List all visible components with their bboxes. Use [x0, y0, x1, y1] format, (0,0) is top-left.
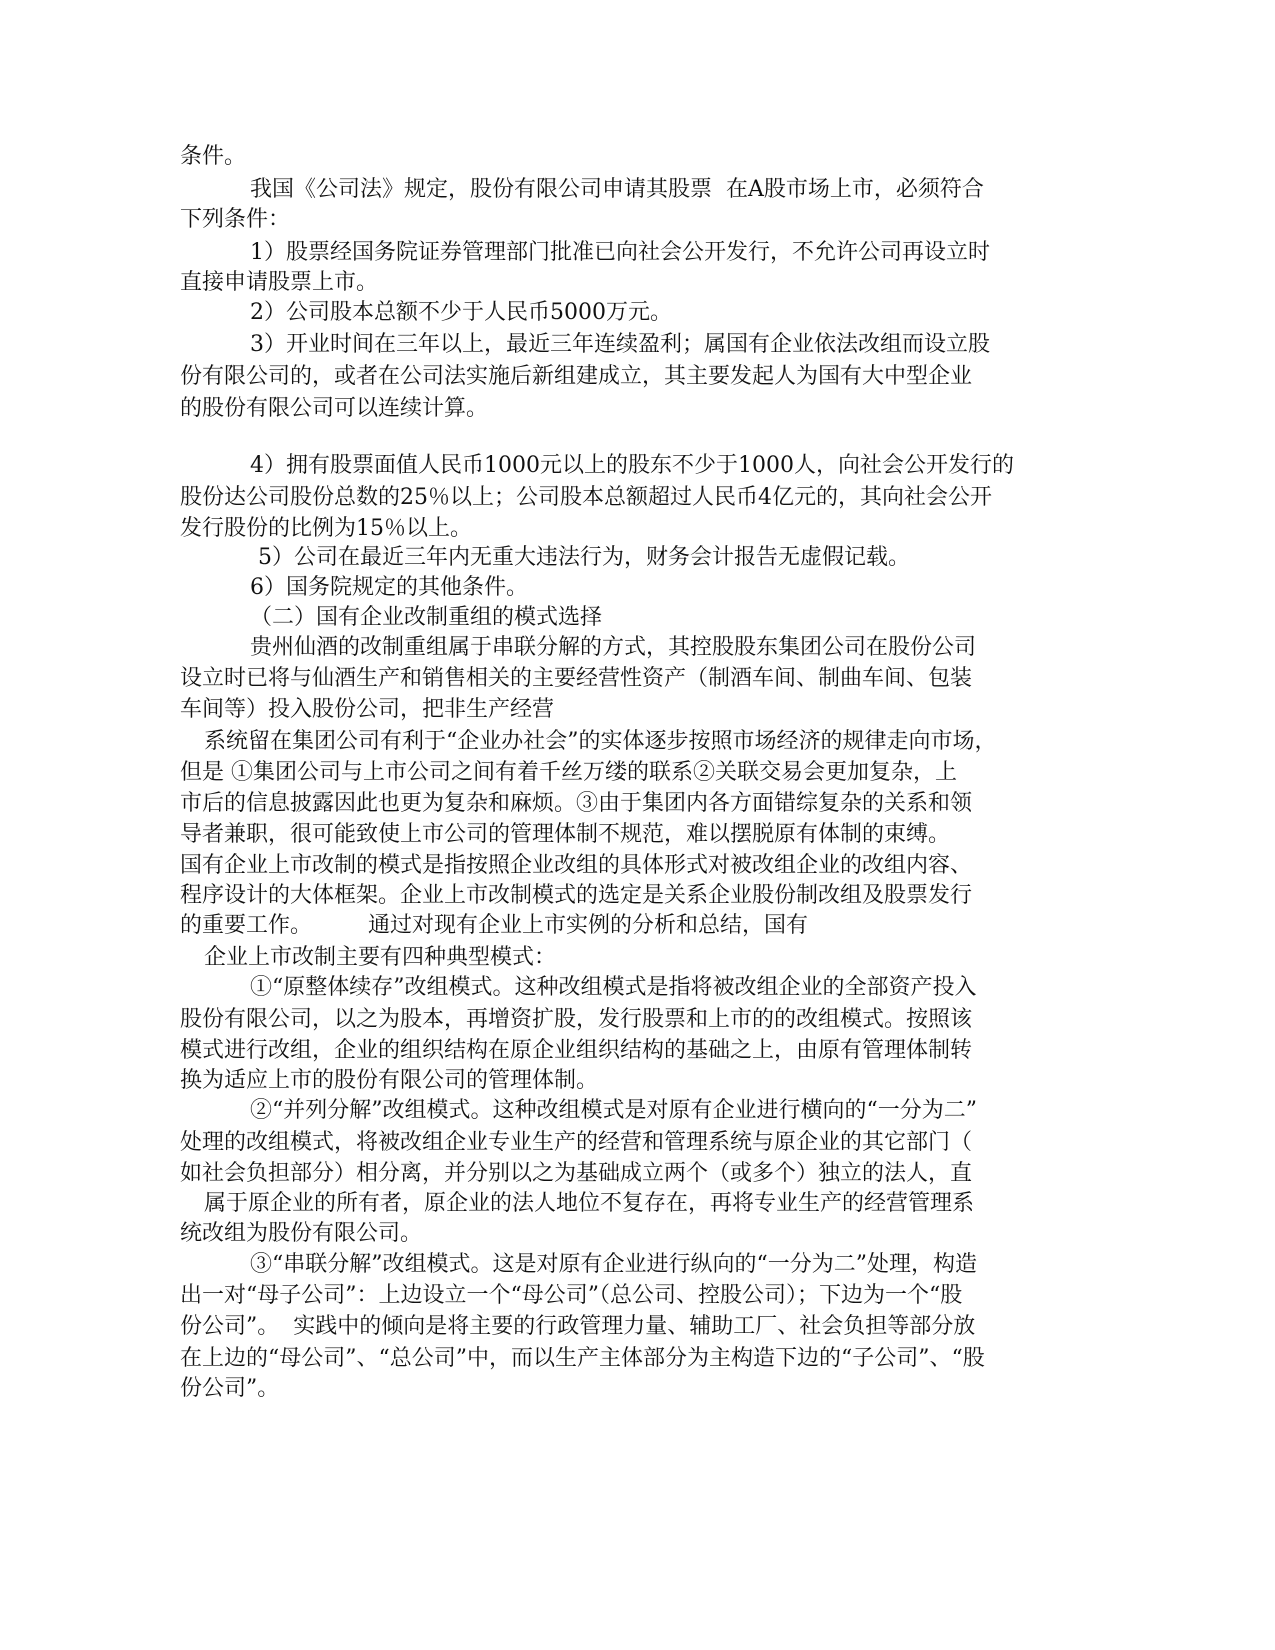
- text-line: 导者兼职，很可能致使上市公司的管理体制不规范，难以摆脱原有体制的束缚。: [180, 822, 951, 847]
- text-line: 的股份有限公司可以连续计算。: [180, 396, 489, 421]
- text-line: 但是 ①集团公司与上市公司之间有着千丝万缕的联系②关联交易会更加复杂，上: [180, 760, 957, 785]
- text-line: 股份有限公司，以之为股本，再增资扩股，发行股票和上市的的改组模式。按照该: [180, 1007, 973, 1032]
- text-line: 3）开业时间在三年以上，最近三年连续盈利；属国有企业依法改组而设立股: [250, 332, 990, 357]
- text-line: 6）国务院规定的其他条件。: [250, 575, 528, 600]
- text-line: ①“原整体续存”改组模式。这种改组模式是指将被改组企业的全部资产投入: [250, 975, 977, 1000]
- text-line: 4）拥有股票面值人民币1000元以上的股东不少于1000人，向社会公开发行的: [250, 453, 1014, 478]
- text-line: 市后的信息披露因此也更为复杂和麻烦。③由于集团内各方面错综复杂的关系和领: [180, 791, 973, 816]
- text-line: 换为适应上市的股份有限公司的管理体制。: [180, 1068, 599, 1093]
- text-line: 5）公司在最近三年内无重大违法行为，财务会计报告无虚假记载。: [258, 545, 910, 570]
- text-line: 我国《公司法》规定，股份有限公司申请其股票 在A股市场上市，必须符合: [250, 177, 984, 202]
- text-line: 下列条件：: [180, 207, 291, 232]
- text-line: 如社会负担部分）相分离，并分别以之为基础成立两个（或多个）独立的法人，直: [180, 1161, 973, 1186]
- text-line: 模式进行改组，企业的组织结构在原企业组织结构的基础之上，由原有管理体制转: [180, 1038, 973, 1063]
- text-line: 直接申请股票上市。: [180, 270, 379, 295]
- text-line: 企业上市改制主要有四种典型模式：: [204, 945, 557, 970]
- text-line: 股份达公司股份总数的25％以上；公司股本总额超过人民币4亿元的，其向社会公开: [180, 485, 992, 510]
- text-line: 份公司”。 实践中的倾向是将主要的行政管理力量、辅助工厂、社会负担等部分放: [180, 1314, 976, 1339]
- text-line: 份有限公司的，或者在公司法实施后新组建成立，其主要发起人为国有大中型企业: [180, 364, 973, 389]
- text-line: 国有企业上市改制的模式是指按照企业改组的具体形式对被改组企业的改组内容、: [180, 853, 973, 878]
- text-line: 处理的改组模式，将被改组企业专业生产的经营和管理系统与原企业的其它部门（: [180, 1130, 973, 1155]
- text-line: （二）国有企业改制重组的模式选择: [250, 605, 603, 630]
- text-line: 车间等）投入股份公司，把非生产经营: [180, 697, 555, 722]
- text-line: ②“并列分解”改组模式。这种改组模式是对原有企业进行横向的“一分为二”: [250, 1098, 977, 1123]
- text-line: 2）公司股本总额不少于人民币5000万元。: [250, 300, 672, 325]
- text-line: 程序设计的大体框架。企业上市改制模式的选定是关系企业股份制改组及股票发行: [180, 883, 973, 908]
- text-line: 属于原企业的所有者，原企业的法人地位不复存在，再将专业生产的经营管理系: [204, 1191, 975, 1216]
- text-line: ③“串联分解”改组模式。这是对原有企业进行纵向的“一分为二”处理，构造: [250, 1252, 977, 1277]
- text-line: 条件。: [180, 144, 247, 169]
- text-line: 的重要工作。 通过对现有企业上市实例的分析和总结，国有: [180, 913, 808, 938]
- text-line: 系统留在集团公司有利于“企业办社会”的实体逐步按照市场经济的规律走向市场，: [204, 729, 997, 754]
- text-line: 贵州仙酒的改制重组属于串联分解的方式，其控股股东集团公司在股份公司: [250, 635, 977, 660]
- text-line: 份公司”。: [180, 1376, 280, 1401]
- text-line: 出一对“母子公司”：上边设立一个“母公司”（总公司、控股公司）；下边为一个“股: [180, 1283, 963, 1308]
- text-line: 设立时已将与仙酒生产和销售相关的主要经营性资产（制酒车间、制曲车间、包装: [180, 666, 973, 691]
- text-line: 在上边的“母公司”、“总公司”中，而以生产主体部分为主构造下边的“子公司”、“股: [180, 1346, 985, 1371]
- text-line: 统改组为股份有限公司。: [180, 1221, 423, 1246]
- text-line: 发行股份的比例为15％以上。: [180, 516, 472, 541]
- text-line: 1）股票经国务院证券管理部门批准已向社会公开发行，不允许公司再设立时: [250, 240, 990, 265]
